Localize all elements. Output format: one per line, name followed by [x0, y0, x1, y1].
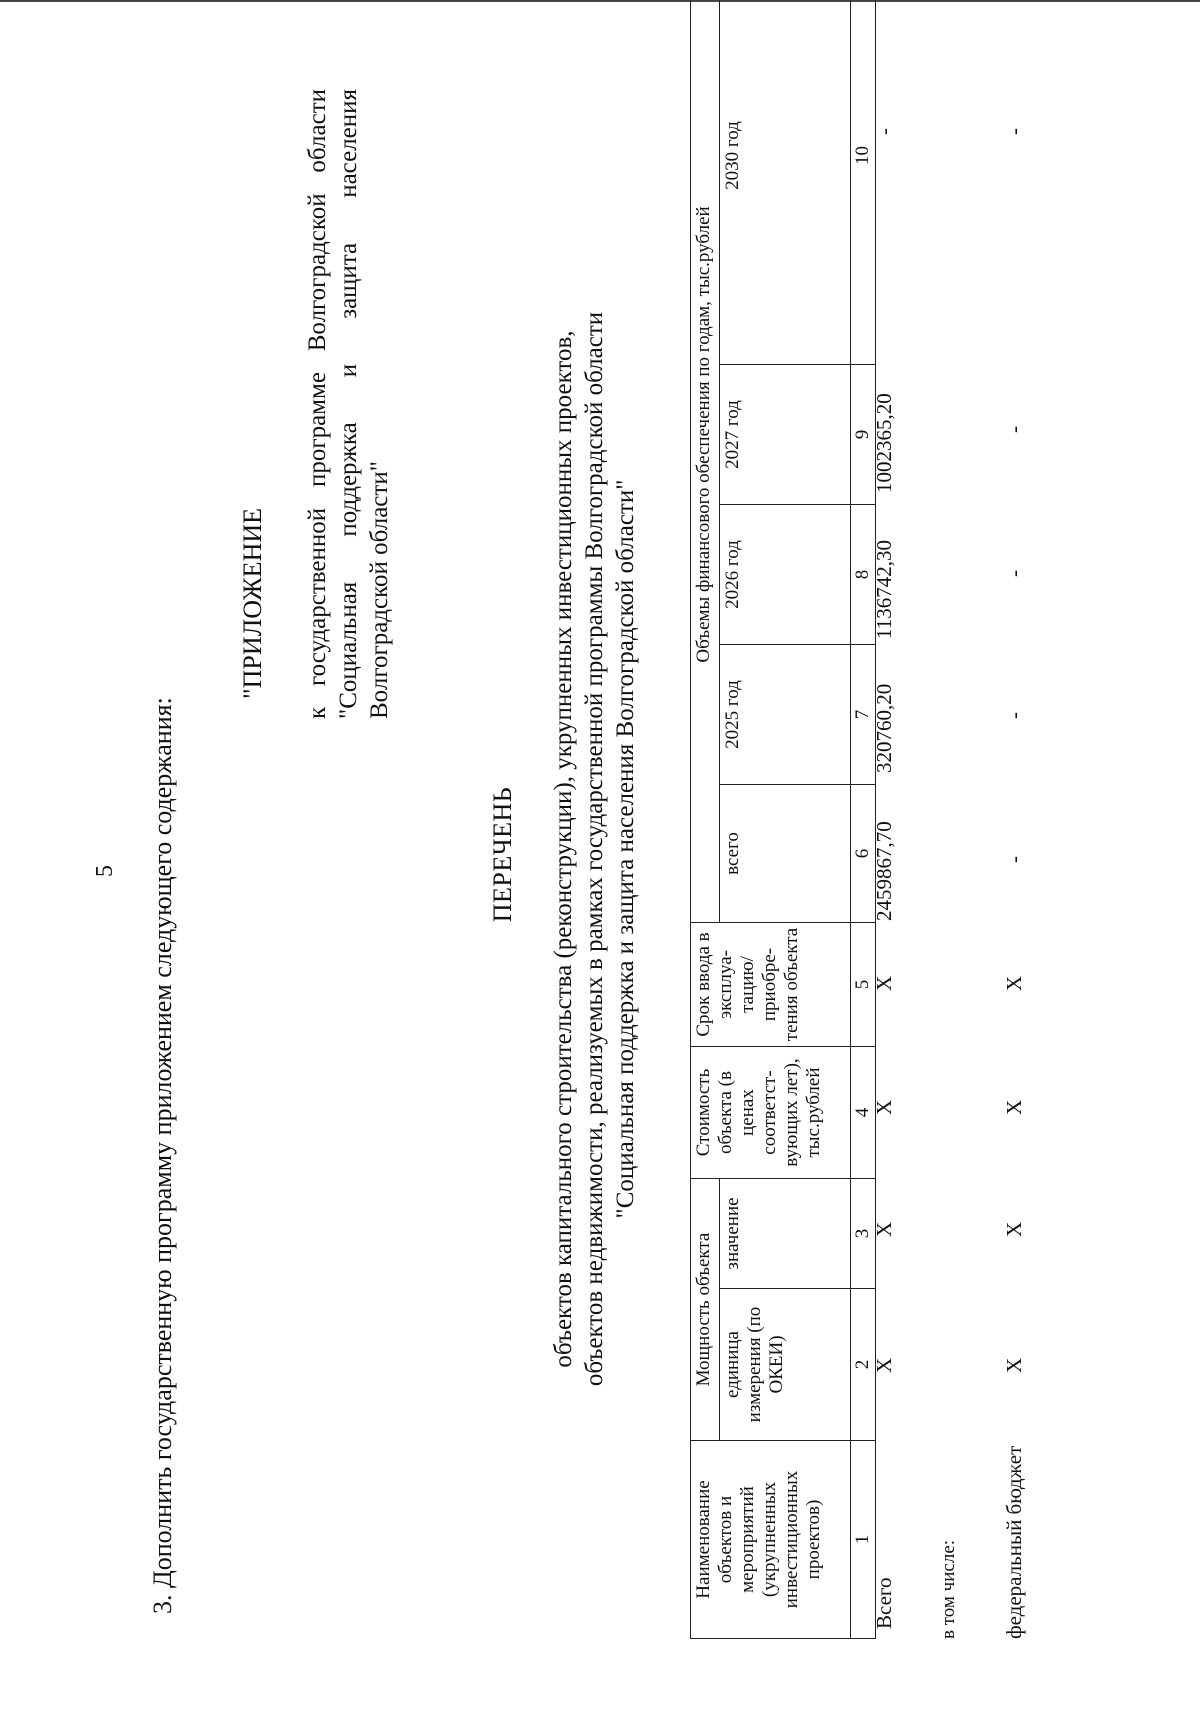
document-title: ПЕРЕЧЕНЬ	[488, 786, 517, 923]
row-2027: -	[1002, 426, 1026, 433]
header-2026: 2026 год	[720, 505, 851, 645]
subtitle-line-2: объектов недвижимости, реализуемых в рамках государственной программы Волгоградской области	[581, 311, 608, 1387]
header-cost: Стоимость объекта (в ценах соответст-вующих лет), тыс.рублей	[691, 1047, 851, 1179]
header-2027: 2027 год	[720, 365, 851, 505]
row-name: в том числе:	[938, 1539, 959, 1639]
row-2030: -	[1002, 128, 1026, 135]
row-value: Х	[1002, 1221, 1026, 1237]
header-funding: Объемы финансового обеспечения по годам, тыс.рублей	[691, 0, 720, 923]
row-total: 2459867,70	[872, 821, 896, 921]
document-subtitle	[548, 69, 641, 1629]
page-number: 5	[92, 865, 118, 877]
header-deadline: Срок ввода в эксплуа-тацию/ приобре-тения объекта	[691, 923, 851, 1047]
row-unit: Х	[872, 1357, 896, 1373]
row-cost: Х	[872, 1099, 896, 1115]
row-2025: 320760,20	[872, 683, 896, 773]
header-name: Наименование объектов и мероприятий (укрупненных инвестиционных проектов)	[691, 1441, 851, 1639]
column-number: 5	[851, 923, 876, 1047]
row-value: Х	[872, 1221, 896, 1237]
appendix-text: к государственной программе Волгоградской области "Социальная поддержка и защита населения Волгоградской области"	[304, 89, 393, 719]
row-cost: Х	[1002, 1099, 1026, 1115]
column-number: 3	[851, 1179, 876, 1289]
header-capacity-value: значение	[720, 1179, 851, 1289]
column-number: 6	[851, 785, 876, 923]
column-number: 4	[851, 1047, 876, 1179]
header-2025: 2025 год	[720, 645, 851, 785]
header-2030: 2030 год	[720, 0, 851, 365]
row-2027: 1002365,20	[872, 393, 896, 493]
subtitle-line-1: объектов капитального строительства (реконструкции), укрупненных инвестиционных проектов,	[550, 330, 577, 1368]
objects-table	[690, 0, 876, 1639]
column-number: 2	[851, 1289, 876, 1441]
column-number: 1	[851, 1441, 876, 1639]
header-capacity: Мощность объекта	[691, 1179, 720, 1441]
row-deadline: Х	[872, 975, 896, 991]
row-2025: -	[1002, 712, 1026, 719]
row-name: федеральный бюджет	[1002, 1445, 1026, 1639]
row-name: Всего	[872, 1577, 896, 1629]
row-deadline: Х	[1002, 975, 1026, 991]
row-2026: -	[1002, 570, 1026, 577]
column-number: 8	[851, 505, 876, 645]
row-2026: 1136742,30	[872, 540, 896, 639]
row-2030: -	[872, 128, 896, 135]
header-capacity-unit: единица измерения (по ОКЕИ)	[720, 1289, 851, 1441]
column-number: 9	[851, 365, 876, 505]
column-number: 10	[851, 0, 876, 365]
row-total: -	[1002, 856, 1026, 863]
column-number: 7	[851, 645, 876, 785]
row-unit: Х	[1002, 1357, 1026, 1373]
intro-paragraph: 3. Дополнить государственную программу приложением следующего содержания:	[148, 697, 177, 1614]
appendix-title: "ПРИЛОЖЕНИЕ	[238, 507, 267, 699]
header-total: всего	[720, 785, 851, 923]
subtitle-line-3: "Социальная поддержка и защита населения Волгоградской области"	[612, 479, 639, 1219]
